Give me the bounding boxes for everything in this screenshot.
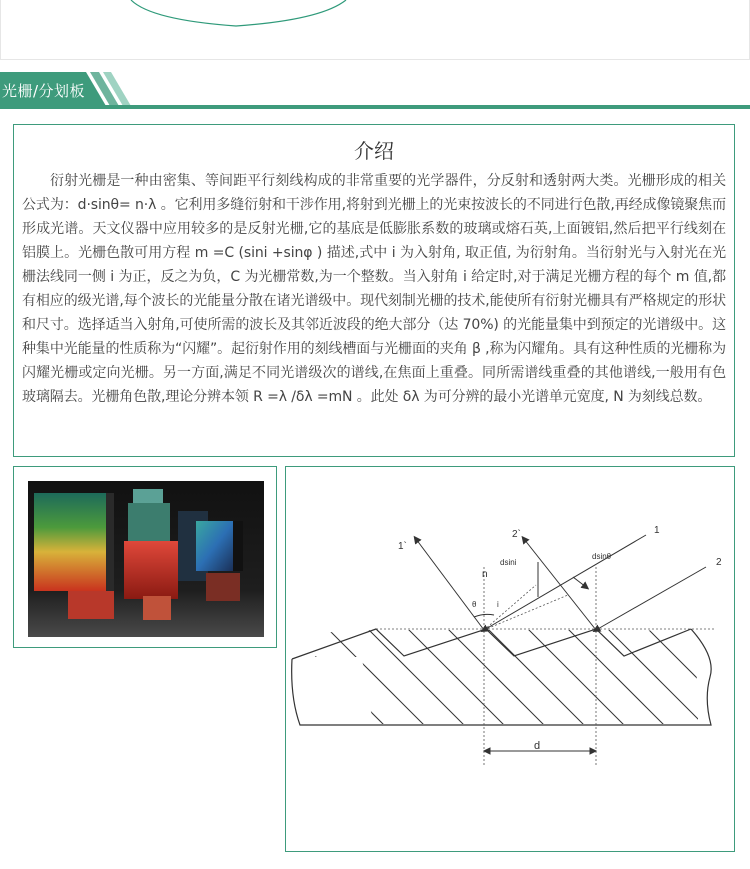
label-ray1-prime: 1` bbox=[398, 541, 407, 552]
label-i: i bbox=[497, 600, 499, 609]
section-header bbox=[0, 72, 750, 110]
grating-photo bbox=[28, 481, 264, 637]
grating-photo-illustration bbox=[28, 481, 264, 637]
grating-diagram bbox=[286, 467, 736, 853]
intro-title: 介绍 bbox=[354, 139, 394, 163]
label-dsintheta: dsinθ bbox=[592, 552, 612, 561]
label-d: d bbox=[534, 740, 541, 752]
label-dsini: dsini bbox=[500, 558, 517, 567]
intro-box bbox=[13, 124, 735, 457]
diagram-box bbox=[285, 466, 735, 852]
label-ray2: 2 bbox=[716, 557, 722, 568]
section-title: 光栅/分划板 bbox=[2, 82, 86, 100]
label-normal: n bbox=[482, 569, 488, 580]
label-ray2-prime: 2` bbox=[512, 529, 521, 540]
top-arc-decoration bbox=[1, 0, 750, 60]
intro-paragraph: 衍射光栅是一种由密集、等间距平行刻线构成的非常重要的光学器件，分反射和透射两大类。光栅形成的相关公式为：d·sinθ= n·λ 。它利用多缝衍射和干涉作用,将射到光栅上的光束按波长的不同进行色散,再经成像镜聚焦而形成光谱。天文仪器中应用较多的是反射光栅,它的基底是低膨胀系数的玻璃或熔石英,上面镀铝,然后把平行线刻在铝膜上。光栅色散可用方程 m =C (sini +sinφ ) 描述,式中 i 为入射角, 取正值, 为衍射角。当衍射光与入射光在光栅法线同一侧 i 为正，反之为负，C 为光栅常数,为一个整数。当入射角 i 给定时,对于满足光栅方程的每个 m 值,都有相应的级光谱,每个波长的光能量分散在诸光谱级中。现代刻制光栅的技术,能使所有衍射光栅具有严格规定的形状和尺寸。选择适当入射角,可使所需的波长及其邻近波段的绝大部分（达 70%) 的光能量集中到预定的光谱级中。这种集中光能量的性质称为“闪耀”。起衍射作用的刻线槽面与光栅面的夹角 β ,称为闪耀角。具有这种性质的光栅称为闪耀光栅或定向光栅。另一方面,满足不同光谱级次的谱线,在焦面上重叠。同所需谱线重叠的其他谱线,一般用有色玻璃隔去。光栅角色散,理论分辨本领 R =λ /δλ =mN 。此处 δλ 为可分辨的最小光谱单元宽度, N 为刻线总数。 bbox=[22, 173, 726, 405]
top-panel bbox=[0, 0, 750, 60]
substrate-hatching bbox=[286, 607, 736, 757]
section-header-background bbox=[0, 72, 750, 110]
label-theta: θ bbox=[472, 600, 477, 609]
photo-box bbox=[13, 466, 277, 648]
label-ray1: 1 bbox=[654, 525, 660, 536]
